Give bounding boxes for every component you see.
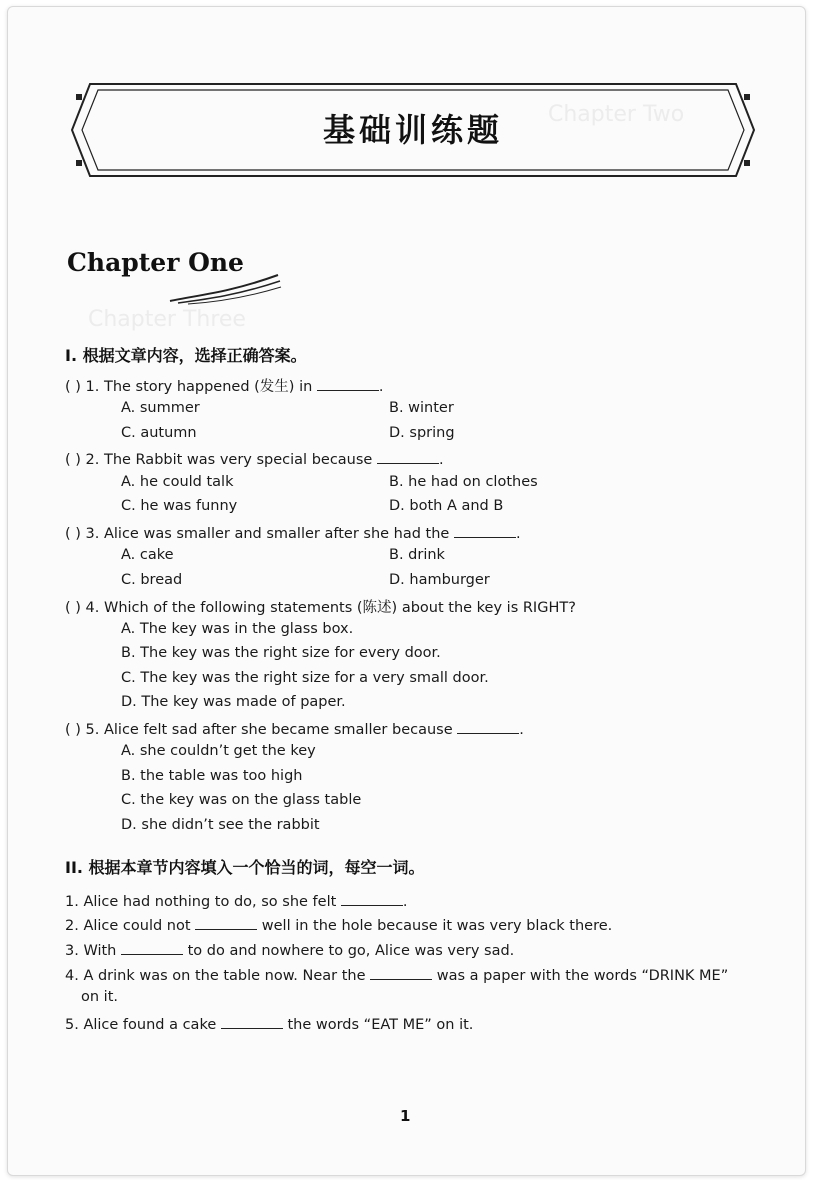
option-a[interactable]: A. he could talk bbox=[121, 474, 234, 490]
answer-blank[interactable] bbox=[370, 965, 432, 980]
option-b[interactable]: B. winter bbox=[389, 400, 454, 416]
option-a[interactable]: A. cake bbox=[121, 547, 174, 563]
option-c[interactable]: C. The key was the right size for a very small door. bbox=[121, 670, 489, 686]
section-1-title: I. 根据文章内容，选择正确答案。 bbox=[65, 346, 307, 365]
fill-item-2: 2. Alice could not well in the hole because it was very black there. bbox=[65, 915, 612, 934]
question-2: ( ) 2. The Rabbit was very special because . bbox=[65, 449, 444, 468]
title-banner bbox=[68, 80, 758, 180]
option-d[interactable]: D. she didn’t see the rabbit bbox=[121, 817, 320, 833]
swirl-ornament-icon bbox=[168, 273, 283, 305]
answer-blank[interactable] bbox=[221, 1014, 283, 1029]
section-2-title: II. 根据本章节内容填入一个恰当的词，每空一词。 bbox=[65, 858, 425, 877]
question-4: ( ) 4. Which of the following statements (陈述) about the key is RIGHT? bbox=[65, 600, 576, 616]
page-number: 1 bbox=[400, 1107, 411, 1125]
option-d[interactable]: D. spring bbox=[389, 425, 455, 441]
fill-item-5: 5. Alice found a cake the words “EAT ME” on it. bbox=[65, 1014, 473, 1033]
show-through-text: Chapter Three bbox=[88, 307, 246, 332]
option-b[interactable]: B. The key was the right size for every door. bbox=[121, 645, 441, 661]
option-a[interactable]: A. she couldn’t get the key bbox=[121, 743, 316, 759]
option-d[interactable]: D. The key was made of paper. bbox=[121, 694, 346, 710]
option-c[interactable]: C. the key was on the glass table bbox=[121, 792, 362, 808]
question-3: ( ) 3. Alice was smaller and smaller after she had the . bbox=[65, 523, 521, 542]
option-c[interactable]: C. he was funny bbox=[121, 498, 238, 514]
option-c[interactable]: C. bread bbox=[121, 572, 183, 588]
fill-item-4-continued: on it. bbox=[81, 989, 118, 1005]
fill-item-4: 4. A drink was on the table now. Near the was a paper with the words “DRINK ME” bbox=[65, 965, 728, 984]
answer-blank[interactable] bbox=[377, 449, 439, 464]
option-b[interactable]: B. he had on clothes bbox=[389, 474, 538, 490]
banner-title: 基础训练题 bbox=[322, 111, 503, 149]
question-1: ( ) 1. The story happened (发生) in . bbox=[65, 375, 384, 396]
answer-blank[interactable] bbox=[317, 376, 379, 391]
question-5: ( ) 5. Alice felt sad after she became smaller because . bbox=[65, 719, 524, 738]
option-c[interactable]: C. autumn bbox=[121, 425, 197, 441]
option-a[interactable]: A. The key was in the glass box. bbox=[121, 621, 354, 637]
answer-blank[interactable] bbox=[195, 915, 257, 930]
option-b[interactable]: B. the table was too high bbox=[121, 768, 303, 784]
option-b[interactable]: B. drink bbox=[389, 547, 445, 563]
answer-blank[interactable] bbox=[454, 523, 516, 538]
show-through-text: Chapter Two bbox=[548, 102, 685, 127]
option-a[interactable]: A. summer bbox=[121, 400, 200, 416]
option-d[interactable]: D. both A and B bbox=[389, 498, 504, 514]
option-d[interactable]: D. hamburger bbox=[389, 572, 490, 588]
chapter-title: Chapter One bbox=[67, 248, 244, 277]
fill-item-3: 3. With to do and nowhere to go, Alice was very sad. bbox=[65, 940, 514, 959]
document-page bbox=[7, 6, 806, 1176]
answer-blank[interactable] bbox=[457, 719, 519, 734]
answer-blank[interactable] bbox=[121, 940, 183, 955]
answer-blank[interactable] bbox=[341, 891, 403, 906]
fill-item-1: 1. Alice had nothing to do, so she felt . bbox=[65, 891, 408, 910]
